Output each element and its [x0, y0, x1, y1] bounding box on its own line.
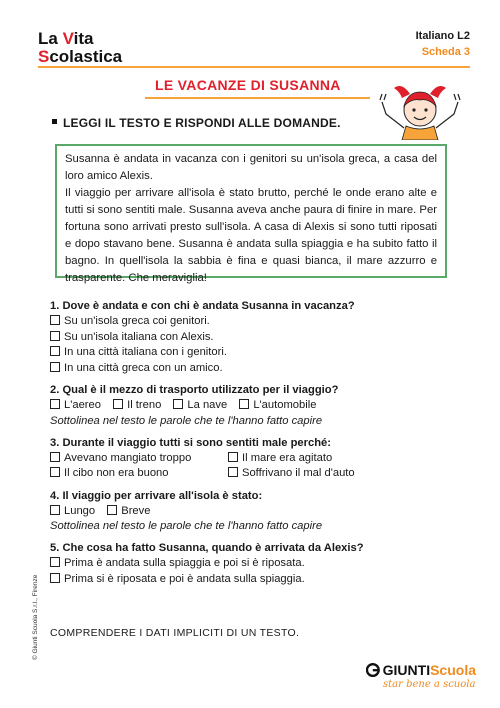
answer-option[interactable]: In una città italiana con i genitori. [50, 345, 470, 361]
underline-instruction: Sottolinea nel testo le parole che te l'hanno fatto capire [50, 520, 323, 532]
answer-option[interactable]: In una città greca con un amico. [50, 361, 470, 377]
series-name: Italiano L2 [415, 30, 470, 42]
checkbox-icon[interactable] [50, 315, 60, 325]
checkbox-icon[interactable] [50, 331, 60, 341]
checkbox-icon[interactable] [50, 467, 60, 477]
question-5 [50, 540, 470, 587]
checkbox-icon[interactable] [239, 399, 249, 409]
answer-option[interactable]: Su un'isola greca coi genitori. [50, 314, 470, 330]
checkbox-icon[interactable] [173, 399, 183, 409]
giunti-logo-icon [366, 663, 380, 677]
text-paragraph: Susanna è andata in vacanza con i genitori su un'isola greca, a casa del loro amico Alexis. [65, 153, 437, 182]
answer-option[interactable]: Soffrivano il mal d'auto [228, 466, 408, 482]
title-underline [145, 97, 370, 99]
answer-option[interactable]: Prima si è riposata e poi è andata sulla spiaggia. [50, 572, 470, 588]
checkbox-icon[interactable] [228, 452, 238, 462]
vita-scolastica-logo: La Vita Scolastica [38, 29, 123, 66]
question-2 [50, 382, 470, 429]
answer-option[interactable]: L'aereo [50, 398, 101, 414]
question-text: 1. Dove è andata e con chi è andata Susanna in vacanza? [50, 300, 355, 312]
question-text: 2. Qual è il mezzo di trasporto utilizzato per il viaggio? [50, 384, 339, 396]
checkbox-icon[interactable] [50, 399, 60, 409]
checkbox-icon[interactable] [228, 467, 238, 477]
instruction: LEGGI IL TESTO E RISPONDI ALLE DOMANDE. [52, 116, 341, 130]
reading-text-box [55, 144, 447, 284]
skill-label: COMPRENDERE I DATI IMPLICITI DI UN TESTO. [50, 627, 300, 639]
checkbox-icon[interactable] [50, 452, 60, 462]
question-text: 4. Il viaggio per arrivare all'isola è stato: [50, 489, 263, 502]
answer-option[interactable]: Avevano mangiato troppo [50, 451, 228, 467]
answer-option[interactable]: Il treno [113, 398, 161, 414]
answer-option[interactable]: L'automobile [239, 398, 316, 414]
checkbox-icon[interactable] [50, 505, 60, 515]
bullet-icon [52, 119, 57, 124]
answer-option[interactable]: La nave [173, 398, 227, 414]
answer-option[interactable]: Prima è andata sulla spiaggia e poi si è riposata. [50, 556, 470, 572]
question-4 [50, 488, 470, 535]
giunti-scuola-logo: GIUNTI Scuola star bene a scuola [366, 662, 476, 690]
question-3 [50, 435, 470, 482]
answer-option[interactable]: Lungo [50, 504, 95, 520]
text-paragraph: Il viaggio per arrivare all'isola è stato brutto, perché le onde erano alte e tutti si sono sentiti male. Susanna aveva anche paura di finire in mare. Per fortuna sono arrivati presto sull'isola. A casa di Alexis si sono tutti riposati e dopo stavano bene. Susanna è andata sulla spiaggia e ha subito fatto il bagno. In quell'isola la sabbia è fina e quasi bianca, il mare azzurro e trasparente. Che meraviglia! [65, 187, 437, 284]
girl-illustration-icon [372, 80, 468, 140]
checkbox-icon[interactable] [50, 362, 60, 372]
checkbox-icon[interactable] [50, 346, 60, 356]
question-1 [50, 298, 470, 376]
checkbox-icon[interactable] [50, 573, 60, 583]
underline-instruction: Sottolinea nel testo le parole che te l'hanno fatto capire [50, 414, 323, 427]
checkbox-icon[interactable] [113, 399, 123, 409]
answer-option[interactable]: Il mare era agitato [228, 451, 408, 467]
sheet-number: Scheda 3 [421, 46, 470, 58]
answer-option[interactable]: Breve [107, 504, 150, 520]
answer-option[interactable]: Il cibo non era buono [50, 466, 228, 482]
answer-option[interactable]: Su un'isola italiana con Alexis. [50, 330, 470, 346]
brand-slogan: star bene a scuola [383, 679, 476, 690]
checkbox-icon[interactable] [50, 557, 60, 567]
question-text: 3. Durante il viaggio tutti si sono sentiti male perché: [50, 436, 331, 449]
header-divider [38, 66, 470, 68]
page-title: LE VACANZE DI SUSANNA [155, 77, 341, 93]
question-text: 5. Che cosa ha fatto Susanna, quando è arrivata da Alexis? [50, 542, 364, 554]
copyright-text: © Giunti Scuola S.r.l., Firenze [32, 574, 39, 660]
checkbox-icon[interactable] [107, 505, 117, 515]
questions-section [50, 298, 470, 593]
series-label [416, 28, 470, 60]
